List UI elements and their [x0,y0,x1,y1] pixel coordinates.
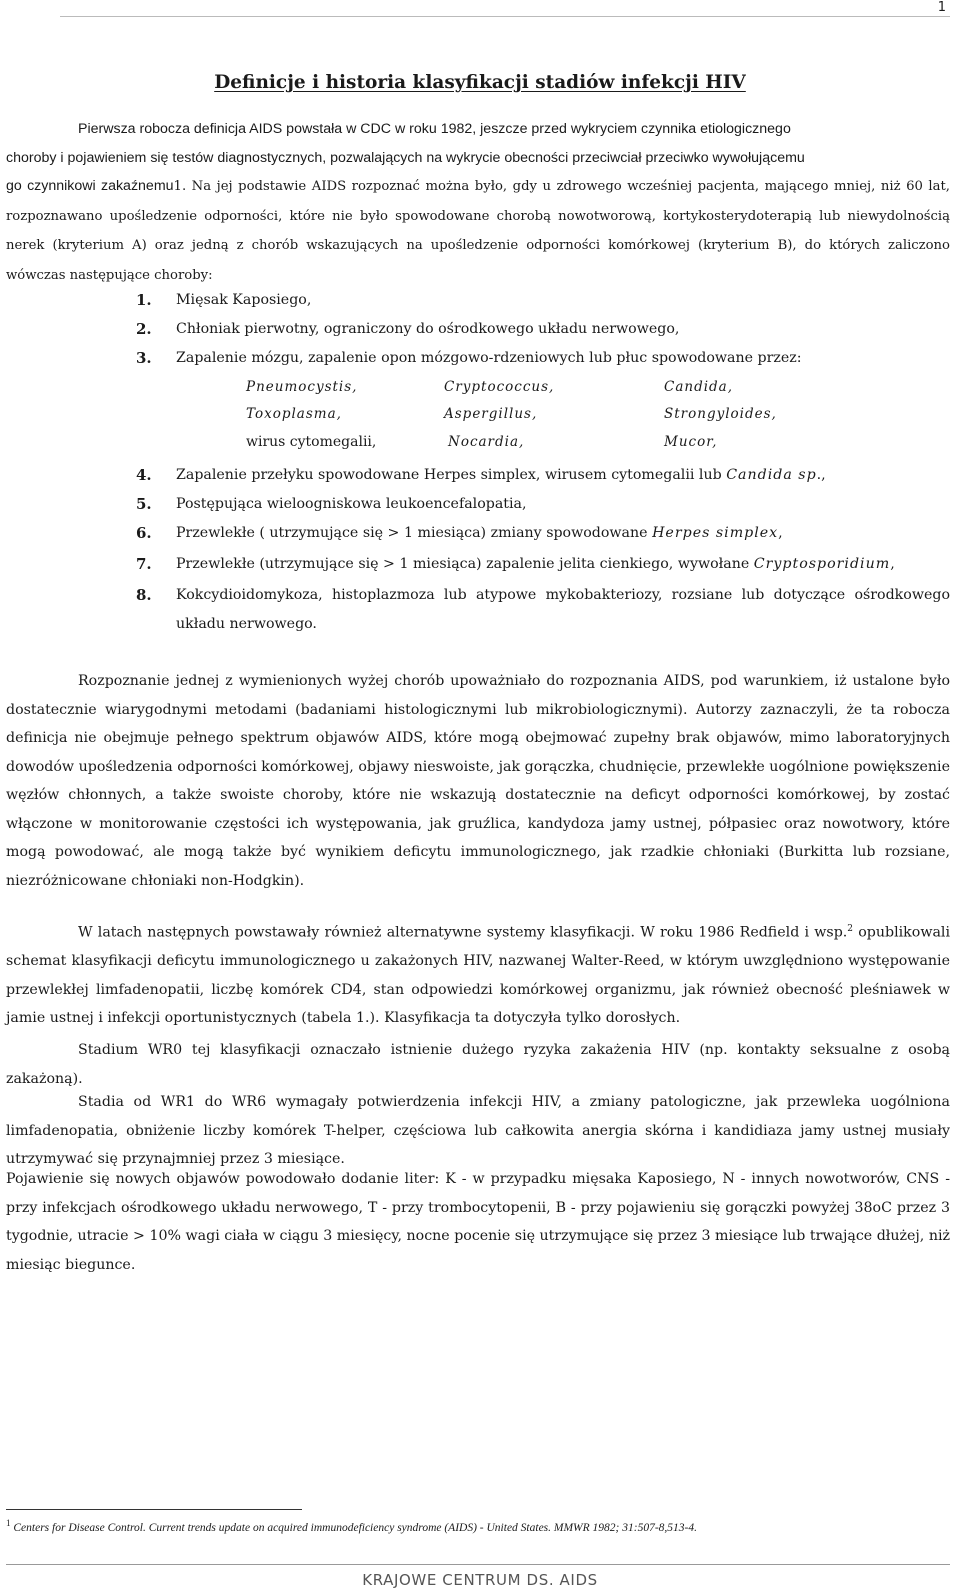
paragraph-intro [6,115,950,290]
organism-name: Cryptococcus, [444,379,555,395]
organism-name: Mucor, [664,434,718,450]
intro-line-3: go czynnikowi zakaźnemu [6,178,174,194]
list-item: 2. Chłoniak pierwotny, ograniczony do ośrodkowego układu nerwowego, [136,320,680,338]
organism-name: Nocardia, [448,434,525,450]
footnote-separator [6,1509,302,1510]
header-rule [60,16,950,17]
footnote-ref-2: 2 [847,924,854,934]
intro-rest: . Na jej podstawie AIDS rozpoznać można było, gdy u zdrowego wcześniej pacjenta, mającego mniej, niż 60 lat, rozpoznawano upośledzenie odporności, które nie było spowodowane chorobą nowotworową, kortykosterydoterapią lub niewydolnością nerek (kryterium A) oraz jedną z chorób wskazujących na upośledzenie odporności komórkowej (kryterium B), do których zaliczono wówczas następujące choroby: [6,179,951,283]
intro-line-1: Pierwsza robocza definicja AIDS powstała w CDC w roku 1982, jeszcze przed wykryciem czynnika etiologicznego [78,121,791,137]
page-title: Definicje i historia klasyfikacji stadiów infekcji HIV [214,72,746,93]
organism-name: Aspergillus, [444,406,538,422]
intro-line-2: choroby i pojawieniem się testów diagnostycznych, pozwalających na wykrycie obecności przeciwciał przeciwko wywołującemu [6,149,805,166]
list-item: 6. Przewlekłe ( utrzymujące się > 1 miesiąca) zmiany spowodowane Herpes simplex, [136,524,783,542]
organism-name: Strongyloides, [664,406,777,422]
organism-name: wirus cytomegalii, [246,434,377,450]
paragraph-walter-reed: W latach następnych powstawały również alternatywne systemy klasyfikacji. W roku 1986 Redfield i wsp.$^2$ opublikowali schemat klasyfikacji deficytu immunologicznego u zakażonych HIV, nazwanej Walter-Reed, w którym uwzględniono występowanie przewlekłej limfadenopatii, liczbę komórek CD4, stan odpowiedzi komórkowej organizmu, jak również obecność pleśniawek w jamie ustnej i infekcji oportunistycznych (tabela 1.). Klasyfikacja ta dotyczyła tylko dorosłych. [6,924,950,1027]
list-item: 3. Zapalenie mózgu, zapalenie opon mózgowo-rdzeniowych lub płuc spowodowane przez: [136,349,802,367]
list-item: 7. Przewlekłe (utrzymujące się > 1 miesiąca) zapalenie jelita cienkiego, wywołane Cryptosporidium, [136,555,895,573]
list-item: 5. Postępująca wieloogniskowa leukoencefalopatia, [136,495,527,513]
footer-brand: KRAJOWE CENTRUM DS. AIDS [362,1571,598,1589]
paragraph-wr1-wr6: Stadia od WR1 do WR6 wymagały potwierdzenia infekcji HIV, a zmiany patologiczne, jak przewleka uogólniona limfadenopatia, obniżenie liczby komórek T-helper, częściowa lub całkowita anergia skórna i kandidiaza jamy ustnej musiały utrzymywać się przynajmniej przez 3 miesiące. [6,1094,950,1167]
organism-name: Pneumocystis, [246,379,358,395]
organism-name: Candida, [664,379,734,395]
paragraph-wr0: Stadium WR0 tej klasyfikacji oznaczało istnienie dużego ryzyka zakażenia HIV (np. kontakty seksualne z osobą zakażoną). [6,1042,950,1087]
list-item: 4. Zapalenie przełyku spowodowane Herpes simplex, wirusem cytomegalii lub Candida sp., [136,466,826,484]
paragraph-letters: Pojawienie się nowych objawów powodowało dodanie liter: K - w przypadku mięsaka Kaposiego, N - innych nowotworów, CNS - przy infekcjach ośrodkowego układu nerwowego, T - przy trombocytopenii, B - przy pojawieniu się gorączki powyżej 38oC przez 3 tygodnie, utracie > 10% wagi ciała w ciągu 3 miesięcy, nocne pocenie się utrzymujące się przez 3 miesiące lub trwające dłużej, niż miesiąc biegunce. [6,1171,950,1273]
organism-name: Toxoplasma, [246,406,342,422]
footnote: $^1$ Centers for Disease Control. Current trends update on acquired immunodeficiency syndrome (AIDS) - United States. MMWR 1982; 31:507-8,513-4. [6,1518,697,1534]
paragraph-recognition: Rozpoznanie jednej z wymienionych wyżej chorób upoważniało do rozpoznania AIDS, pod warunkiem, iż ustalone było dostatecznie wiarygodnymi metodami (badaniami histologicznymi lub mikrobiologicznymi). Autorzy zaznaczyli, że ta robocza definicja nie obejmuje pełnego spektrum objawów AIDS, które mogą obejmować zupełny brak objawów, mimo laboratoryjnych dowodów upośledzenia odporności komórkowej, objawy nieswoiste, jak gorączka, chudnięcie, przewlekłe uogólnione powiększenie węzłów chłonnych, a także swoiste choroby, które nie wskazują dostatecznie na deficyt odporności komórkowej, by zostać włączone w monitorowanie częstości ich występowania, jak gruźlica, kandydoza jamy ustnej, półpasiec oraz nowotwory, które mogą powodować, ale mogą także być wynikiem deficytu immunologicznego, jak rzadkie chłoniaki (Burkitta lub rozsiane, niezróżnicowane chłoniaki non-Hodgkin). [6,673,950,889]
footnote-ref-1: 1 [173,179,182,194]
list-item: 1. Mięsak Kaposiego, [136,291,312,309]
page-number: 1 [937,0,946,15]
list-item: 8. Kokcydioidomykoza, histoplazmoza lub atypowe mykobakteriozy, rozsiane lub dotyczące ośrodkowego układu nerwowego. [136,586,950,632]
footer-rule [6,1564,950,1565]
